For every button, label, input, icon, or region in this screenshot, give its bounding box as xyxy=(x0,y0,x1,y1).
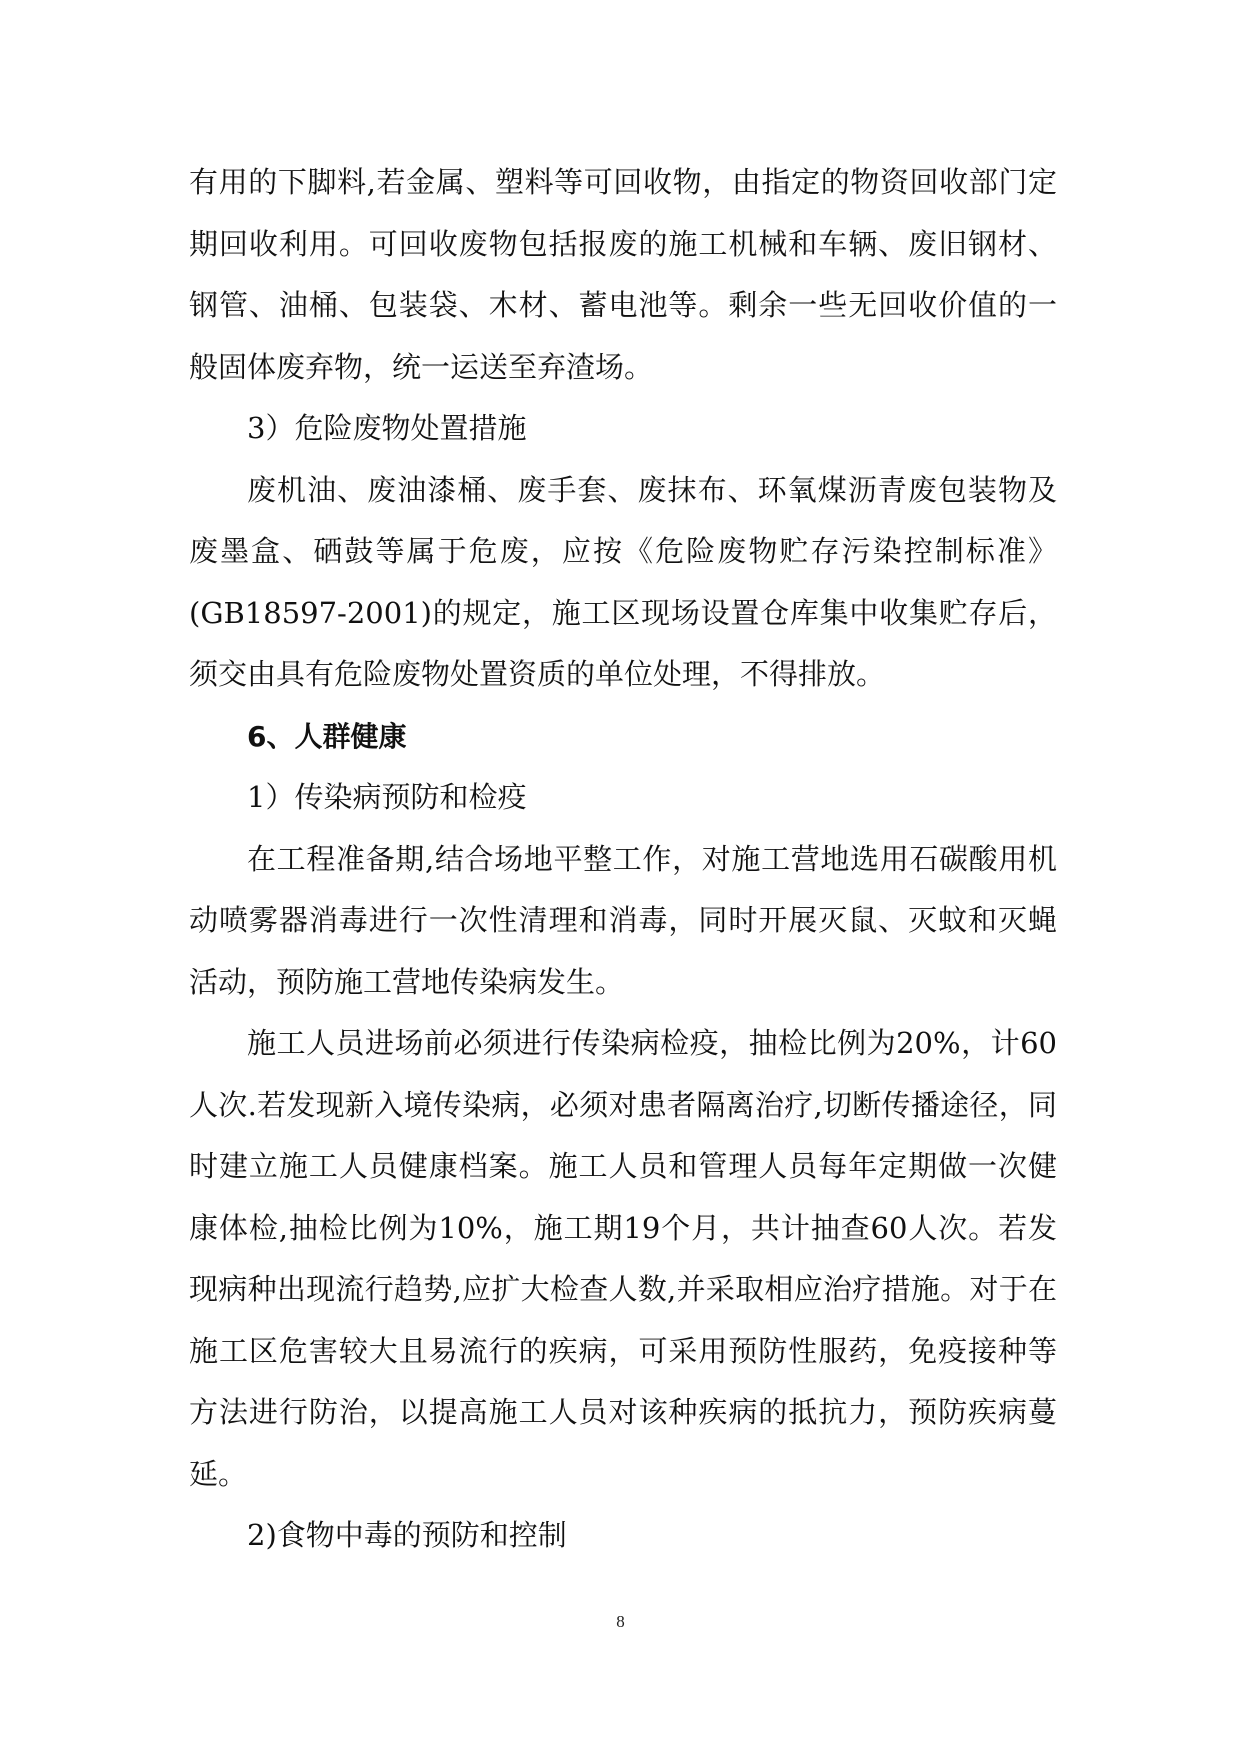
subheading-hazardous-waste: 3）危险废物处置措施 xyxy=(247,411,527,445)
subheading-food-poisoning: 2)食物中毒的预防和控制 xyxy=(247,1518,567,1552)
paragraph-disinfection: 在工程准备期,结合场地平整工作，对施工营地选用石碳酸用机动喷雾器消毒进行一次性清理和消毒，同时开展灭鼠、灭蚊和灭蝇活动，预防施工营地传染病发生。 xyxy=(189,841,1057,999)
paragraph-quarantine: 施工人员进场前必须进行传染病检疫，抽检比例为20%，计60人次.若发现新入境传染病，必须对患者隔离治疗,切断传播途径，同时建立施工人员健康档案。施工人员和管理人员每年定期做一次健康体检,抽检比例为10%，施工期19个月，共计抽查60人次。若发现病种出现流行趋势,应扩大检查人数,并采取相应治疗措施。对于在施工区危害较大且易流行的疾病，可采用预防性服药，免疫接种等方法进行防治，以提高施工人员对该种疾病的抵抗力，预防疾病蔓延。 xyxy=(189,1026,1057,1491)
subheading-infectious-disease: 1）传染病预防和检疫 xyxy=(247,780,527,814)
page-number: 8 xyxy=(616,1612,625,1631)
paragraph-recyclable-waste: 有用的下脚料,若金属、塑料等可回收物，由指定的物资回收部门定期回收利用。可回收废物包括报废的施工机械和车辆、废旧钢材、钢管、油桶、包装袋、木材、蓄电池等。剩余一些无回收价值的一般固体废弃物，统一运送至弃渣场。 xyxy=(189,165,1057,384)
paragraph-hazardous-waste: 废机油、废油漆桶、废手套、废抹布、环氧煤沥青废包装物及废墨盒、硒鼓等属于危废，应按《危险废物贮存污染控制标准》(GB18597-2001)的规定，施工区现场设置仓库集中收集贮存后，须交由具有危险废物处置资质的单位处理，不得排放。 xyxy=(189,472,1057,691)
document-body xyxy=(189,152,1057,1567)
section-heading-public-health: 6、人群健康 xyxy=(247,719,407,753)
